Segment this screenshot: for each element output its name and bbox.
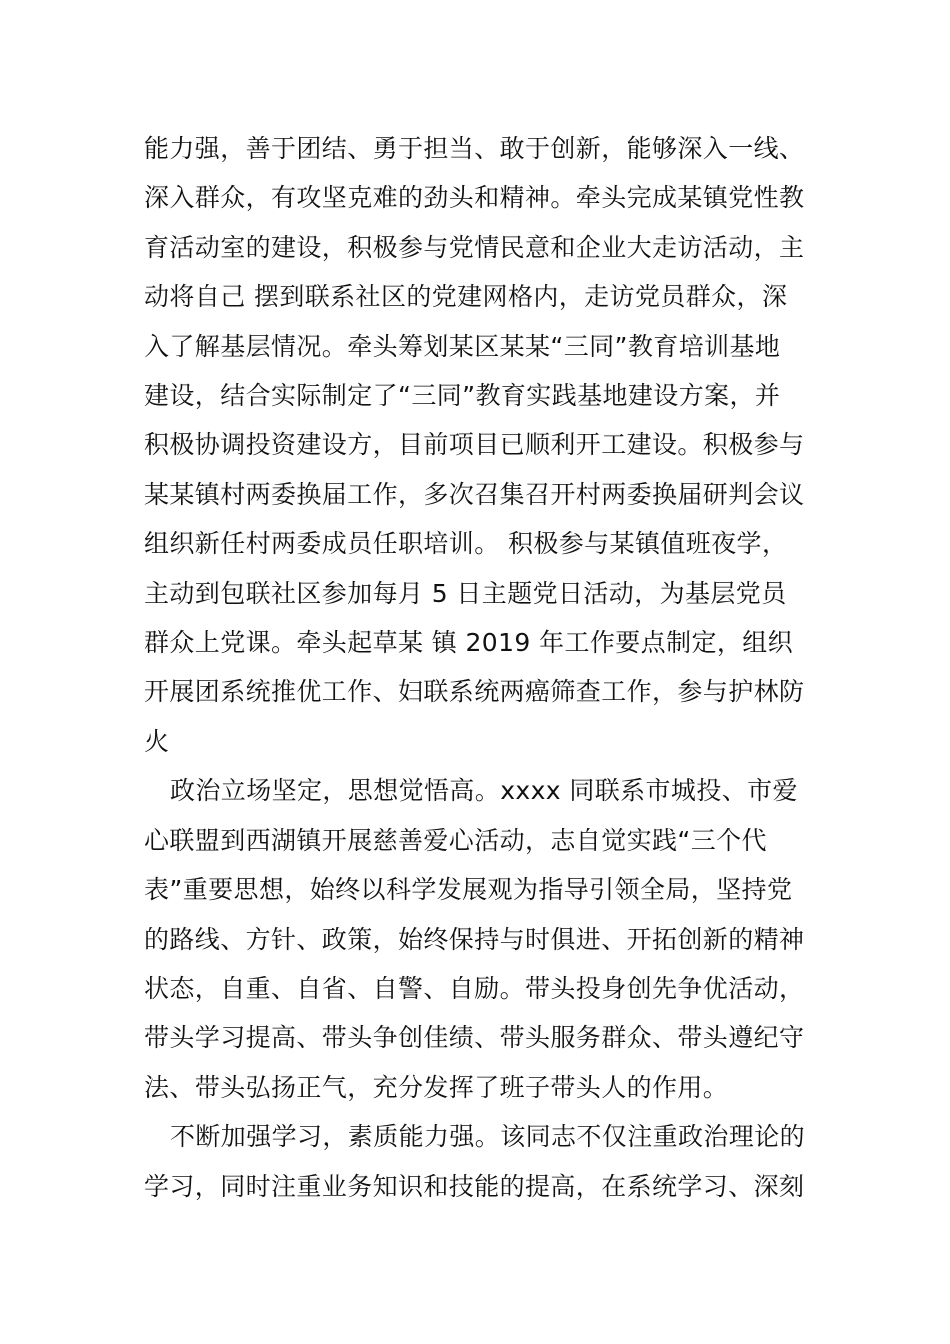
text-line: 开展团系统推优工作、妇联系统两癌筛查工作，参与护林防 [144, 677, 805, 707]
text-line: 带头学习提高、带头争创佳绩、带头服务群众、带头遵纪守 [144, 1023, 805, 1053]
text-line: 心联盟到西湖镇开展慈善爱心活动，志自觉实践“三个代 [144, 825, 767, 855]
text-line: 动将自己 摆到联系社区的党建网格内，走访党员群众，深 [144, 282, 788, 312]
paragraph [144, 766, 816, 1112]
text-line: 某某镇村两委换届工作，多次召集召开村两委换届研判会议 [144, 479, 805, 509]
text-line: 主动到包联社区参加每月 5 日主题党日活动，为基层党员 [144, 578, 787, 608]
text-line: 积极协调投资建设方，目前项目已顺利开工建设。积极参与 [144, 430, 805, 460]
text-line: 学习，同时注重业务知识和技能的提高，在系统学习、深刻 [144, 1171, 805, 1201]
text-line: 能力强，善于团结、勇于担当、敢于创新，能够深入一线、 [144, 134, 805, 163]
text-line: 入了解基层情况。牵头筹划某区某某“三同”教育培训基地 [144, 331, 781, 361]
text-line: 火 [144, 726, 170, 756]
text-line: 表”重要思想，始终以科学发展观为指导引领全局，坚持党 [144, 875, 793, 905]
text-line: 法、带头弘扬正气，充分发挥了班子带头人的作用。 [144, 1072, 729, 1102]
text-line: 状态，自重、自省、自警、自励。带头投身创先争优活动， [144, 973, 805, 1003]
text-line: 群众上党课。牵头起草某 镇 2019 年工作要点制定，组织 [144, 628, 794, 658]
text-line: 的路线、方针、政策，始终保持与时俱进、开拓创新的精神 [144, 924, 805, 954]
paragraph [144, 1112, 816, 1211]
paragraph [144, 124, 816, 766]
text-line: 组织新任村两委成员任职培训。 积极参与某镇值班夜学， [144, 529, 788, 559]
text-line: 深入群众，有攻坚克难的劲头和精神。牵头完成某镇党性教 [144, 183, 805, 213]
text-line: 不断加强学习，素质能力强。该同志不仅注重政治理论的 [170, 1122, 806, 1152]
text-line: 育活动室的建设，积极参与党情民意和企业大走访活动，主 [144, 232, 805, 262]
text-line: 政治立场坚定，思想觉悟高。xxxx 同联系市城投、市爱 [170, 776, 798, 806]
text-line: 建设，结合实际制定了“三同”教育实践基地建设方案，并 [144, 381, 781, 411]
document-body [144, 124, 816, 1211]
